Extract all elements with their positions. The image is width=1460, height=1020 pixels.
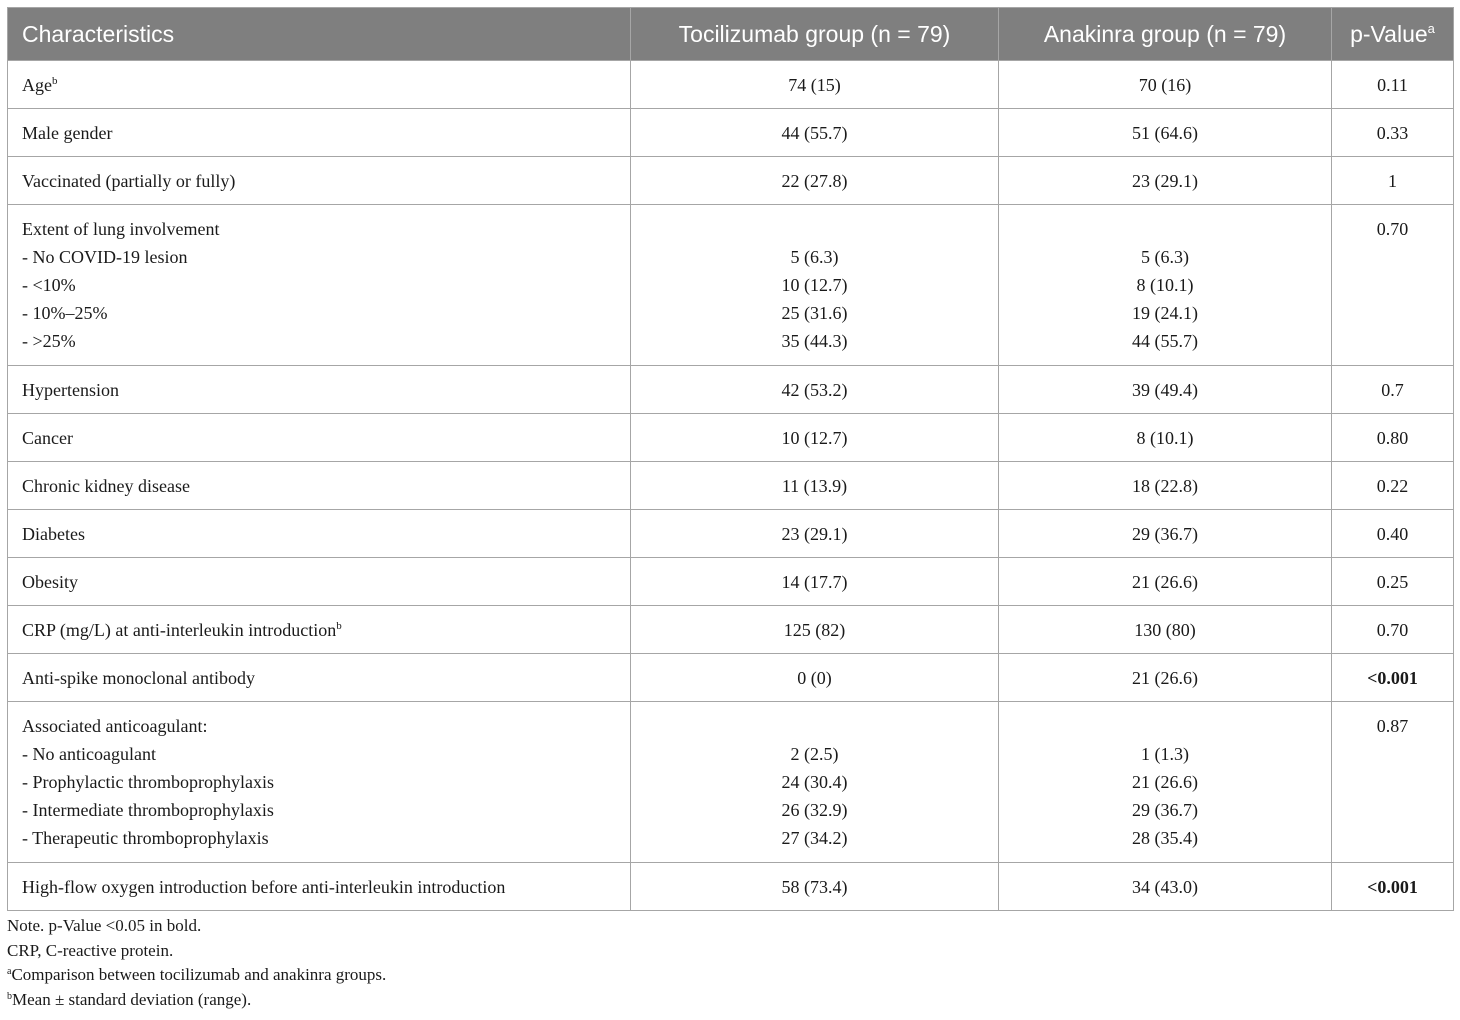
tocilizumab-cell: 125 (82)	[631, 606, 999, 654]
characteristic-label: Anti-spike monoclonal antibody	[22, 667, 255, 688]
sub-characteristic-label: - <10%	[22, 275, 76, 295]
table-row	[8, 510, 1454, 558]
characteristic-cell	[8, 414, 631, 462]
pvalue-cell: <0.001	[1332, 863, 1454, 911]
sub-characteristic-label: - 10%–25%	[22, 303, 108, 323]
pvalue-cell: 0.7	[1332, 366, 1454, 414]
footnote-mark: b	[336, 619, 342, 632]
characteristic-label: Age	[22, 74, 52, 95]
table-row	[8, 462, 1454, 510]
anakinra-cell: 8 (10.1)	[999, 414, 1332, 462]
footnote-line	[7, 963, 386, 988]
spacer	[645, 712, 984, 740]
tocilizumab-cell: 0 (0)	[631, 654, 999, 702]
characteristic-cell	[8, 61, 631, 109]
anakinra-cell: 34 (43.0)	[999, 863, 1332, 911]
tocilizumab-cell: 42 (53.2)	[631, 366, 999, 414]
anakinra-cell: 21 (26.6)	[999, 558, 1332, 606]
footnote-mark: a	[7, 966, 12, 977]
characteristic-cell	[8, 702, 631, 863]
pvalue-cell: 0.87	[1332, 702, 1454, 863]
tocilizumab-cell: 23 (29.1)	[631, 510, 999, 558]
table-row	[8, 366, 1454, 414]
table-row	[8, 558, 1454, 606]
footnote-text: Mean ± standard deviation (range).	[12, 989, 252, 1009]
anakinra-cell: 130 (80)	[999, 606, 1332, 654]
anakinra-value: 19 (24.1)	[1132, 303, 1198, 323]
pvalue-cell: 0.11	[1332, 61, 1454, 109]
footnote-text: CRP, C-reactive protein.	[7, 940, 174, 960]
table-row	[8, 157, 1454, 205]
pvalue-cell: 0.33	[1332, 109, 1454, 157]
tocilizumab-cell: 22 (27.8)	[631, 157, 999, 205]
anakinra-cell	[999, 205, 1332, 366]
anakinra-value: 5 (6.3)	[1141, 247, 1189, 267]
characteristic-label: Hypertension	[22, 379, 119, 400]
tocilizumab-cell	[631, 205, 999, 366]
table-row	[8, 702, 1454, 863]
characteristic-cell	[8, 510, 631, 558]
characteristics-table-container	[7, 7, 1453, 911]
tocilizumab-cell	[631, 702, 999, 863]
characteristic-cell	[8, 462, 631, 510]
table-row	[8, 654, 1454, 702]
footnote-line	[7, 988, 386, 1013]
characteristic-label: Diabetes	[22, 523, 85, 544]
sub-characteristic-label: - No COVID-19 lesion	[22, 247, 188, 267]
tocilizumab-value: 10 (12.7)	[781, 275, 848, 295]
sub-characteristic-label: - Therapeutic thromboprophylaxis	[22, 828, 269, 848]
pvalue-cell: <0.001	[1332, 654, 1454, 702]
footnote-text: Comparison between tocilizumab and anakinra groups.	[11, 965, 387, 984]
tocilizumab-cell: 74 (15)	[631, 61, 999, 109]
tocilizumab-cell: 58 (73.4)	[631, 863, 999, 911]
characteristic-label: Obesity	[22, 571, 78, 592]
pvalue-cell: 0.70	[1332, 205, 1454, 366]
anakinra-value: 44 (55.7)	[1132, 331, 1198, 351]
header-tocilizumab: Tocilizumab group (n = 79)	[631, 8, 999, 61]
characteristic-cell	[8, 558, 631, 606]
footnote-text: Note. p-Value <0.05 in bold.	[7, 916, 202, 935]
pvalue-cell: 0.40	[1332, 510, 1454, 558]
characteristic-label: Chronic kidney disease	[22, 475, 190, 496]
tocilizumab-value: 24 (30.4)	[781, 772, 848, 792]
table-footnotes	[7, 914, 386, 1012]
sub-characteristic-label: - Prophylactic thromboprophylaxis	[22, 772, 274, 792]
anakinra-cell: 29 (36.7)	[999, 510, 1332, 558]
tocilizumab-cell: 44 (55.7)	[631, 109, 999, 157]
anakinra-cell: 18 (22.8)	[999, 462, 1332, 510]
pvalue-cell: 0.25	[1332, 558, 1454, 606]
characteristic-label: Extent of lung involvement	[22, 219, 220, 239]
table-row	[8, 863, 1454, 911]
characteristic-cell	[8, 109, 631, 157]
header-row	[8, 8, 1454, 61]
characteristic-label: Cancer	[22, 427, 73, 448]
footnote-line	[7, 939, 386, 964]
anakinra-cell: 70 (16)	[999, 61, 1332, 109]
table-row	[8, 61, 1454, 109]
characteristic-cell	[8, 654, 631, 702]
header-pvalue-footnote-mark: a	[1427, 20, 1435, 36]
anakinra-value: 21 (26.6)	[1132, 772, 1198, 792]
sub-characteristic-label: - No anticoagulant	[22, 744, 156, 764]
tocilizumab-cell: 14 (17.7)	[631, 558, 999, 606]
tocilizumab-cell: 11 (13.9)	[631, 462, 999, 510]
header-pvalue: p-Value$^a$	[1332, 8, 1454, 61]
pvalue-cell: 0.22	[1332, 462, 1454, 510]
table-row	[8, 109, 1454, 157]
pvalue-cell: 0.70	[1332, 606, 1454, 654]
characteristic-cell	[8, 205, 631, 366]
tocilizumab-value: 25 (31.6)	[781, 303, 848, 323]
pvalue-cell: 1	[1332, 157, 1454, 205]
anakinra-cell: 39 (49.4)	[999, 366, 1332, 414]
tocilizumab-value: 5 (6.3)	[790, 247, 839, 267]
characteristic-label: CRP (mg/L) at anti-interleukin introduction	[22, 619, 337, 640]
characteristic-cell	[8, 863, 631, 911]
anakinra-cell: 21 (26.6)	[999, 654, 1332, 702]
anakinra-value: 28 (35.4)	[1132, 828, 1198, 848]
anakinra-value: 29 (36.7)	[1132, 800, 1198, 820]
characteristic-label: Associated anticoagulant:	[22, 716, 208, 736]
anakinra-cell	[999, 702, 1332, 863]
table-body	[8, 61, 1454, 911]
sub-characteristic-label: - Intermediate thromboprophylaxis	[22, 800, 274, 820]
anakinra-cell: 51 (64.6)	[999, 109, 1332, 157]
characteristic-cell	[8, 366, 631, 414]
pvalue-cell: 0.80	[1332, 414, 1454, 462]
spacer	[645, 215, 984, 243]
table-header	[8, 8, 1454, 61]
tocilizumab-value: 2 (2.5)	[790, 744, 839, 764]
tocilizumab-value: 26 (32.9)	[781, 800, 848, 820]
anakinra-value: 1 (1.3)	[1141, 744, 1189, 764]
footnote-mark: b	[52, 74, 58, 87]
tocilizumab-value: 35 (44.3)	[781, 331, 848, 351]
anakinra-cell: 23 (29.1)	[999, 157, 1332, 205]
spacer	[1013, 215, 1317, 243]
tocilizumab-cell: 10 (12.7)	[631, 414, 999, 462]
header-characteristics: Characteristics	[8, 8, 631, 61]
characteristic-cell	[8, 157, 631, 205]
characteristic-label: Vaccinated (partially or fully)	[22, 170, 236, 191]
sub-characteristic-label: - >25%	[22, 331, 76, 351]
table-row	[8, 414, 1454, 462]
spacer	[1013, 712, 1317, 740]
characteristic-label: High-flow oxygen introduction before anti-interleukin introduction	[22, 876, 506, 897]
footnote-mark: b	[7, 990, 12, 1002]
characteristic-label: Male gender	[22, 122, 113, 143]
anakinra-value: 8 (10.1)	[1136, 275, 1194, 295]
characteristic-cell	[8, 606, 631, 654]
characteristics-table	[7, 7, 1454, 911]
table-row	[8, 205, 1454, 366]
table-row	[8, 606, 1454, 654]
header-anakinra: Anakinra group (n = 79)	[999, 8, 1332, 61]
tocilizumab-value: 27 (34.2)	[781, 828, 848, 848]
footnote-line	[7, 914, 386, 939]
